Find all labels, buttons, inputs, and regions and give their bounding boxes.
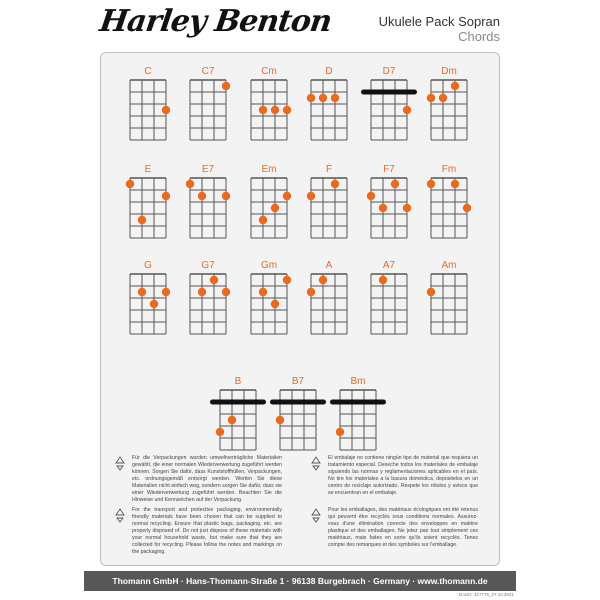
chord-name: D7 bbox=[382, 66, 396, 77]
finger-dot bbox=[162, 192, 170, 200]
chord-diagram bbox=[427, 164, 471, 238]
finger-dot bbox=[427, 288, 435, 296]
finger-dot bbox=[336, 428, 344, 436]
finger-dot bbox=[367, 192, 375, 200]
finger-dot bbox=[198, 192, 206, 200]
finger-dot bbox=[222, 288, 230, 296]
chord-name: Dm bbox=[441, 66, 457, 77]
finger-dot bbox=[451, 82, 459, 90]
finger-dot bbox=[403, 106, 411, 114]
page-title: Ukulele Pack Sopran bbox=[378, 14, 500, 29]
disposal-notes bbox=[112, 455, 488, 560]
disposal-de-text: Für die Verpackungen wurden umweltverträgliche Materialien gewählt, die einer normalen Wiederverwertung zugeführt werden können. Sorgen Sie dafür, dass Kunststoffhüllen, Verpackungen, etc. ordnungsgemäß entsorgt werden. Werfen Sie diese Materialien nicht einfach weg, sondern sorgen Sie dafür, dass sie einer Wiederverwertung zugeführt werden. Beachten Sie die Hinweise und Kennzeichen auf der Verpackung. bbox=[132, 455, 282, 503]
finger-dot bbox=[210, 276, 218, 284]
finger-dot bbox=[162, 288, 170, 296]
chord-diagram bbox=[427, 260, 467, 334]
finger-dot bbox=[391, 180, 399, 188]
chord-name: A bbox=[325, 260, 333, 271]
finger-dot bbox=[198, 288, 206, 296]
finger-dot bbox=[150, 300, 158, 308]
chord-diagram bbox=[186, 164, 230, 238]
finger-dot bbox=[403, 204, 411, 212]
chord-name: C7 bbox=[201, 66, 215, 77]
chord-name: G7 bbox=[201, 260, 215, 271]
chord-name: Em bbox=[261, 164, 277, 175]
chord-diagram bbox=[361, 66, 417, 140]
barre-bar bbox=[330, 400, 386, 405]
finger-dot bbox=[259, 288, 267, 296]
finger-dot bbox=[259, 216, 267, 224]
chord-name: C bbox=[144, 66, 152, 77]
chord-diagram bbox=[367, 164, 411, 238]
chord-diagram bbox=[427, 66, 467, 140]
finger-dot bbox=[271, 106, 279, 114]
chord-name: B7 bbox=[291, 376, 305, 387]
disposal-es-text: El embalaje no contiene ningún tipo de material que requiera un tratamiento especial. Deseche todos los materiales de embalaje siguiendo las normas y reglamentaciones aplicables en el país. No tire los materiales a la basura doméstica, depositelos en un centro de reciclaje autorizado. Respete los rótulos y avisos que se encuentran en el embalaje. bbox=[328, 455, 478, 496]
finger-dot bbox=[319, 276, 327, 284]
finger-dot bbox=[283, 192, 291, 200]
finger-dot bbox=[427, 180, 435, 188]
chord-diagram bbox=[270, 376, 326, 450]
finger-dot bbox=[463, 204, 471, 212]
chord-name: F7 bbox=[383, 164, 395, 175]
recycling-icon bbox=[308, 455, 324, 471]
finger-dot bbox=[439, 94, 447, 102]
finger-dot bbox=[379, 204, 387, 212]
finger-dot bbox=[138, 288, 146, 296]
chord-diagram bbox=[307, 66, 347, 140]
barre-bar bbox=[270, 400, 326, 405]
brand-logo: Harley Benton bbox=[97, 4, 334, 39]
finger-dot bbox=[186, 180, 194, 188]
disposal-en-text: For the transport and protective packaging, environmentally friendly materials have been chosen that can be supplied to normal recycling. Ensure that plastic bags, packaging, etc. are properly disposed of. Do not just dispose of these materials with your normal household waste, but make sure that they are collected for recycling. Please follow the notes and markings on the packaging. bbox=[132, 507, 282, 555]
finger-dot bbox=[162, 106, 170, 114]
finger-dot bbox=[307, 192, 315, 200]
disposal-fr-text: Pour les emballages, des matériaux écologiques ont été retenus qui peuvent être recyclés sous conditions normales. Assurez-vous d'une élimination correcte des enveloppes en matière plastique et des emballages. Ne jetez pas tout simplement ces matériaux, mais faites en sorte qu'ils soient recyclés. Tenez compte des remarques et des symboles sur l'emballage. bbox=[328, 507, 478, 548]
finger-dot bbox=[427, 94, 435, 102]
chord-name: A7 bbox=[382, 260, 396, 271]
chord-name: Am bbox=[441, 260, 457, 271]
finger-dot bbox=[228, 416, 236, 424]
chord-diagram bbox=[130, 66, 170, 140]
finger-dot bbox=[379, 276, 387, 284]
recycling-icon bbox=[308, 507, 324, 523]
finger-dot bbox=[283, 106, 291, 114]
chord-diagram bbox=[130, 260, 170, 334]
finger-dot bbox=[307, 288, 315, 296]
finger-dot bbox=[259, 106, 267, 114]
chord-diagram bbox=[190, 260, 230, 334]
chord-diagram bbox=[371, 260, 407, 334]
recycling-icon bbox=[112, 507, 128, 523]
chord-name: G bbox=[144, 260, 152, 271]
chord-diagram bbox=[126, 164, 170, 238]
chord-name: E bbox=[144, 164, 152, 175]
chord-diagram bbox=[307, 164, 347, 238]
chord-name: Gm bbox=[260, 260, 278, 271]
barre-bar bbox=[210, 400, 266, 405]
chord-name: Bm bbox=[350, 376, 366, 387]
finger-dot bbox=[216, 428, 224, 436]
chord-name: D bbox=[325, 66, 333, 77]
finger-dot bbox=[283, 276, 291, 284]
chord-name: B bbox=[234, 376, 242, 387]
chord-diagram bbox=[330, 376, 386, 450]
page-subtitle: Chords bbox=[458, 29, 500, 44]
finger-dot bbox=[222, 82, 230, 90]
finger-dot bbox=[331, 180, 339, 188]
finger-dot bbox=[271, 300, 279, 308]
recycling-icon bbox=[112, 455, 128, 471]
chord-name: Cm bbox=[261, 66, 277, 77]
finger-dot bbox=[319, 94, 327, 102]
barre-bar bbox=[361, 90, 417, 95]
chord-name: E7 bbox=[201, 164, 215, 175]
chord-name: F bbox=[325, 164, 333, 175]
finger-dot bbox=[126, 180, 134, 188]
chord-diagram bbox=[251, 66, 291, 140]
finger-dot bbox=[138, 216, 146, 224]
finger-dot bbox=[271, 204, 279, 212]
finger-dot bbox=[307, 94, 315, 102]
finger-dot bbox=[222, 192, 230, 200]
doc-id: DocID: 427775_27.10.2021 bbox=[458, 592, 514, 597]
chord-diagram bbox=[251, 260, 291, 334]
chord-name: Fm bbox=[441, 164, 457, 175]
finger-dot bbox=[451, 180, 459, 188]
finger-dot bbox=[276, 416, 284, 424]
chord-diagram bbox=[210, 376, 266, 450]
footer-address: Thomann GmbH · Hans-Thomann-Straße 1 · 96138 Burgebrach · Germany · www.thomann.de bbox=[84, 571, 516, 591]
chord-diagram bbox=[190, 66, 230, 140]
chord-diagram bbox=[307, 260, 347, 334]
chord-diagram bbox=[251, 164, 291, 238]
finger-dot bbox=[331, 94, 339, 102]
